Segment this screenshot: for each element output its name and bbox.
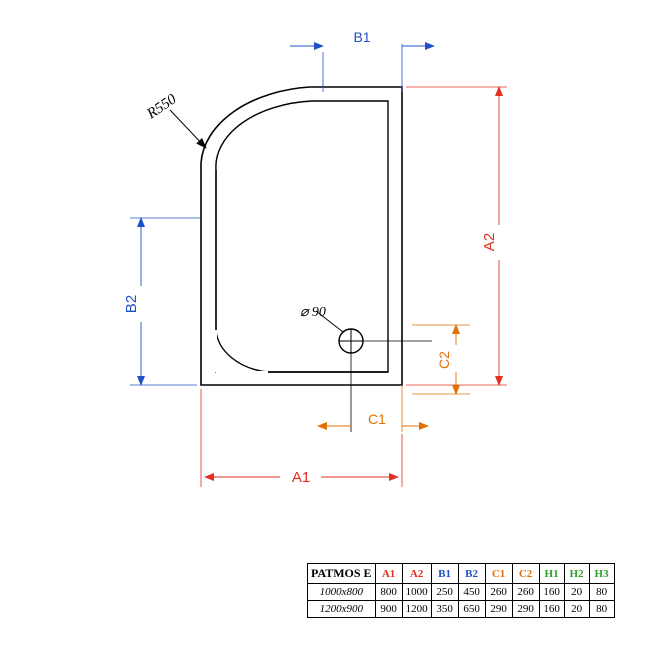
table-row [308, 601, 615, 618]
dimension-a2-label: A2 [481, 232, 498, 252]
table-cell-c1: 260 [485, 584, 512, 601]
table-cell-h3: 80 [589, 584, 614, 601]
table-header-c1: C1 [485, 564, 512, 584]
table-header-h1: H1 [539, 564, 564, 584]
dimension-b2 [123, 218, 200, 385]
table-cell-h2: 20 [564, 601, 589, 618]
table-header-a1: A1 [375, 564, 402, 584]
table-cell-model: 1200x900 [308, 601, 376, 618]
table-header-h2: H2 [564, 564, 589, 584]
table-header-b2: B2 [458, 564, 485, 584]
table-cell-a2: 1200 [402, 601, 431, 618]
table-cell-h2: 20 [564, 584, 589, 601]
table-cell-b2: 450 [458, 584, 485, 601]
table-cell-c2: 290 [512, 601, 539, 618]
table-row [308, 584, 615, 601]
dimension-b1 [290, 29, 434, 92]
table-cell-c2: 260 [512, 584, 539, 601]
drain-extension-lines [351, 341, 432, 432]
dimension-c2-label: C2 [436, 351, 452, 369]
table-cell-a2: 1000 [402, 584, 431, 601]
table-cell-a1: 900 [375, 601, 402, 618]
table-cell-c1: 290 [485, 601, 512, 618]
table-cell-b1: 250 [431, 584, 458, 601]
spec-table-wrapper [307, 563, 615, 618]
dimension-b1-label: B1 [353, 29, 371, 45]
table-cell-h1: 160 [539, 601, 564, 618]
table-cell-h1: 160 [539, 584, 564, 601]
table-cell-b2: 650 [458, 601, 485, 618]
spec-table [307, 563, 615, 618]
table-header-row [308, 564, 615, 584]
table-header-b1: B1 [431, 564, 458, 584]
radius-leader [170, 110, 206, 148]
table-cell-a1: 800 [375, 584, 402, 601]
dimension-a2 [406, 87, 507, 385]
dimension-c2 [412, 325, 470, 394]
dimension-b2-label: B2 [123, 294, 140, 314]
tray-outline [201, 87, 402, 385]
table-header-c2: C2 [512, 564, 539, 584]
dimension-c1 [318, 385, 428, 432]
table-header-model: PATMOS E [308, 564, 376, 584]
drain-diameter-label: ⌀ 90 [300, 305, 326, 320]
table-cell-h3: 80 [589, 601, 614, 618]
dimension-a1-label: A1 [291, 469, 311, 486]
table-cell-model: 1000x800 [308, 584, 376, 601]
table-header-h3: H3 [589, 564, 614, 584]
radius-label: R550 [144, 91, 180, 123]
dimension-c1-label: C1 [368, 411, 386, 427]
table-cell-b1: 350 [431, 601, 458, 618]
dimension-a1 [201, 389, 402, 487]
table-header-a2: A2 [402, 564, 431, 584]
